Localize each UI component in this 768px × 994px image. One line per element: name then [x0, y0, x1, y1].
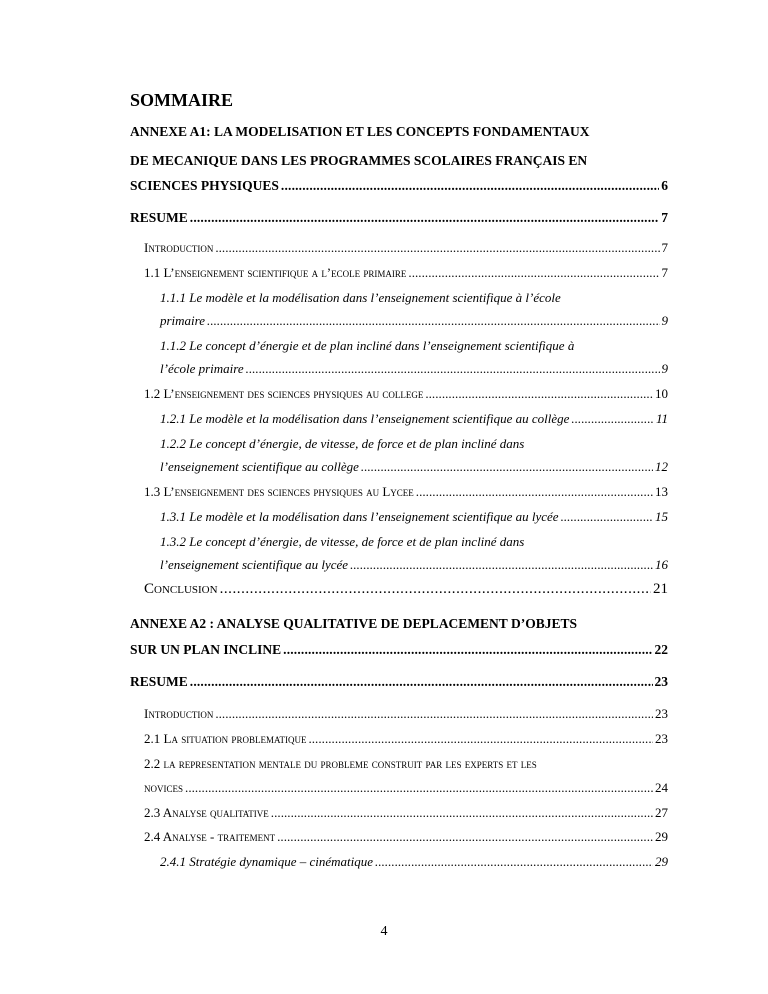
page-title: SOMMAIRE	[130, 90, 233, 110]
toc-page-number: 15	[655, 509, 668, 524]
toc-section-1-2[interactable]	[144, 386, 668, 402]
toc-section-1-1[interactable]	[144, 265, 668, 281]
toc-section-1-2-2[interactable]	[160, 459, 668, 475]
toc-page-number: 6	[661, 178, 668, 193]
toc-label: RESUME	[130, 210, 188, 225]
toc-section-2-4-1[interactable]	[160, 854, 668, 870]
toc-section-2-3[interactable]	[144, 805, 668, 821]
toc-label: l’école primaire	[160, 361, 244, 376]
dot-leader	[215, 706, 653, 722]
toc-section-1-1-2[interactable]	[160, 361, 668, 377]
page-number: 4	[380, 924, 388, 939]
toc-label: Introduction	[144, 240, 214, 255]
toc-section-1-2-2-line1: 1.2.2 Le concept d’énergie, de vitesse, de force et de plan incliné dans	[160, 436, 525, 451]
toc-label: 2.4.1 Stratégie dynamique – cinématique	[160, 854, 374, 869]
toc-label: 1.2.1 Le modèle et la modélisation dans l’enseignement scientifique au collège	[160, 411, 570, 426]
toc-page-number: 23	[654, 674, 668, 689]
toc-label: 2.4 Analyse - traitement	[144, 829, 276, 844]
dot-leader	[220, 581, 651, 598]
toc-section-1-2-1[interactable]	[160, 411, 668, 427]
toc-label: 2.3 Analyse qualitative	[144, 805, 269, 820]
toc-label: RESUME	[130, 674, 188, 689]
toc-annex-a2[interactable]	[130, 642, 668, 658]
toc-conclusion[interactable]	[144, 581, 668, 598]
dot-leader	[277, 829, 653, 845]
toc-label: primaire	[160, 313, 206, 328]
toc-label: SUR UN PLAN INCLINE	[130, 642, 282, 657]
toc-annex-a2-line1: ANNEXE A2 : ANALYSE QUALITATIVE DE DEPLACEMENT D’OBJETS	[130, 616, 577, 631]
toc-resume-2[interactable]	[130, 674, 668, 690]
toc-section-1-3-2[interactable]	[160, 557, 668, 573]
toc-section-1-1-1-line1: 1.1.1 Le modèle et la modélisation dans l’enseignement scientifique à l’école	[160, 290, 561, 305]
dot-leader	[215, 240, 659, 256]
toc-label: novices	[144, 780, 184, 795]
toc-page-number: 29	[655, 829, 668, 844]
toc-page-number: 29	[655, 854, 668, 869]
dot-leader	[185, 780, 653, 796]
toc-label: l’enseignement scientifique au collège	[160, 459, 359, 474]
toc-page-number: 7	[661, 265, 668, 280]
toc-page-number: 7	[661, 210, 668, 225]
toc-annex-a1-line3: SCIENCES PHYSIQUES	[130, 178, 279, 193]
toc-section-1-1-2-line1: 1.1.2 Le concept d’énergie et de plan incliné dans l’enseignement scientifique à	[160, 338, 575, 353]
dot-leader	[281, 178, 659, 194]
toc-section-2-1[interactable]	[144, 731, 668, 747]
toc-page-number: 22	[654, 642, 668, 657]
toc-label: 1.2 L’enseignement des sciences physiques au college	[144, 386, 424, 401]
toc-page-number: 13	[655, 484, 668, 499]
toc-page-number: 12	[655, 459, 668, 474]
toc-label: 1.1 L’enseignement scientifique a l’ecole primaire	[144, 265, 407, 280]
toc-annex-a1[interactable]	[130, 178, 668, 194]
toc-page-number: 9	[661, 361, 668, 376]
dot-leader	[271, 805, 653, 821]
toc-page-number: 23	[655, 731, 668, 746]
toc-page-number: 23	[655, 706, 668, 721]
toc-label: 2.1 La situation problematique	[144, 731, 307, 746]
toc-label: 1.3.1 Le modèle et la modélisation dans l’enseignement scientifique au lycée	[160, 509, 559, 524]
toc-section-2-2-line1: 2.2 la representation mentale du probleme construit par les experts et les	[144, 756, 537, 771]
toc-section-1-3-2-line1: 1.3.2 Le concept d’énergie, de vitesse, de force et de plan incliné dans	[160, 534, 525, 549]
toc-page-number: 21	[653, 581, 668, 597]
dot-leader	[190, 210, 659, 226]
toc-section-1-1-1[interactable]	[160, 313, 668, 329]
toc-label: Conclusion	[144, 581, 218, 597]
toc-section-2-4[interactable]	[144, 829, 668, 845]
dot-leader	[571, 411, 654, 427]
toc-annex-a1-line2: DE MECANIQUE DANS LES PROGRAMMES SCOLAIRES FRANÇAIS EN	[130, 153, 588, 168]
toc-section-1-3[interactable]	[144, 484, 668, 500]
toc-page-number: 9	[661, 313, 668, 328]
dot-leader	[190, 674, 653, 690]
toc-resume-1[interactable]	[130, 210, 668, 226]
toc-introduction-2[interactable]	[144, 706, 668, 722]
toc-page-number: 11	[655, 411, 668, 426]
toc-page-number: 7	[661, 240, 668, 255]
toc-label: 1.3 L’enseignement des sciences physiques au Lycee	[144, 484, 414, 499]
dot-leader	[561, 509, 653, 525]
dot-leader	[350, 557, 653, 573]
dot-leader	[416, 484, 653, 500]
dot-leader	[207, 313, 659, 329]
toc-annex-a1-line1: ANNEXE A1: LA MODELISATION ET LES CONCEPTS FONDAMENTAUX	[130, 124, 590, 139]
dot-leader	[408, 265, 659, 281]
toc-label: Introduction	[144, 706, 214, 721]
dot-leader	[361, 459, 653, 475]
toc-section-2-2[interactable]	[144, 780, 668, 796]
toc-introduction-1[interactable]	[144, 240, 668, 256]
toc-label: l’enseignement scientifique au lycée	[160, 557, 349, 572]
toc-section-1-3-1[interactable]	[160, 509, 668, 525]
toc-page-number: 24	[655, 780, 668, 795]
dot-leader	[308, 731, 653, 747]
dot-leader	[375, 854, 653, 870]
dot-leader	[425, 386, 653, 402]
toc-page-number: 27	[655, 805, 668, 820]
dot-leader	[283, 642, 652, 658]
toc-page-number: 16	[655, 557, 668, 572]
dot-leader	[246, 361, 660, 377]
toc-page-number: 10	[655, 386, 668, 401]
